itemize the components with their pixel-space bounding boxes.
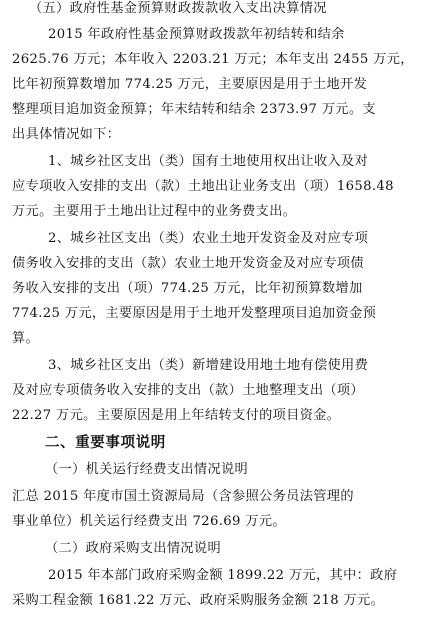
sub1-line-2: 事业单位）机关运行经费支出 726.69 万元。 [12,514,286,529]
item1-line-3: 万元。主要用于土地出让过程中的业务费支出。 [12,204,297,219]
item2-line-3: 务收入安排的支出（项）774.25 万元，比年初预算数增加 [12,281,363,296]
section5-line-2: 2625.76 万元；本年收入 2203.21 万元；本年支出 2455 万元， [12,52,414,67]
item2-line-5: 算。 [12,331,40,346]
item3-line-1: 3、城乡社区支出（类）新增建设用地土地有偿使用费 [48,358,369,373]
item2-line-1: 2、城乡社区支出（类）农业土地开发资金及对应专项 [48,231,369,246]
part2-heading: 二、重要事项说明 [45,435,166,451]
sub2-title: （二）政府采购支出情况说明 [45,541,221,556]
item3-line-2: 及对应专项债务收入安排的支出（款）土地整理支出（项） [12,383,364,398]
sub1-title: （一）机关运行经费支出情况说明 [45,462,249,477]
sub1-line-1: 汇总 2015 年度市国土资源局局（含参照公务员法管理的 [12,489,354,504]
section5-line-5: 出具体情况如下： [12,127,121,142]
item2-line-2: 债务收入安排的支出（款）农业土地开发资金及对应专项债 [12,256,364,271]
section5-title: （五）政府性基金预算财政拨款收入支出决算情况 [29,1,327,16]
section5-line-4: 整理项目追加资金预算；年末结转和结余 2373.97 万元。支 [12,102,376,117]
section5-line-3: 比年初预算数增加 774.25 万元，主要原因是用于土地开发 [12,77,368,92]
sub2-line-2: 采购工程金额 1681.22 万元、政府采购服务金额 218 万元。 [12,593,385,608]
item1-line-1: 1、城乡社区支出（类）国有土地使用权出让收入及对 [48,154,369,169]
item2-line-4: 774.25 万元，主要原因是用于土地开发整理项目追加资金预 [12,306,377,321]
item3-line-3: 22.27 万元。主要原因是用上年结转支付的项目资金。 [12,408,341,423]
sub2-line-1: 2015 年本部门政府采购金额 1899.22 万元，其中：政府 [48,568,398,583]
item1-line-2: 应专项收入安排的支出（款）土地出让业务支出（项）1658.48 [12,179,394,194]
section5-line-1: 2015 年政府性基金预算财政拨款年初结转和结余 [48,27,345,42]
